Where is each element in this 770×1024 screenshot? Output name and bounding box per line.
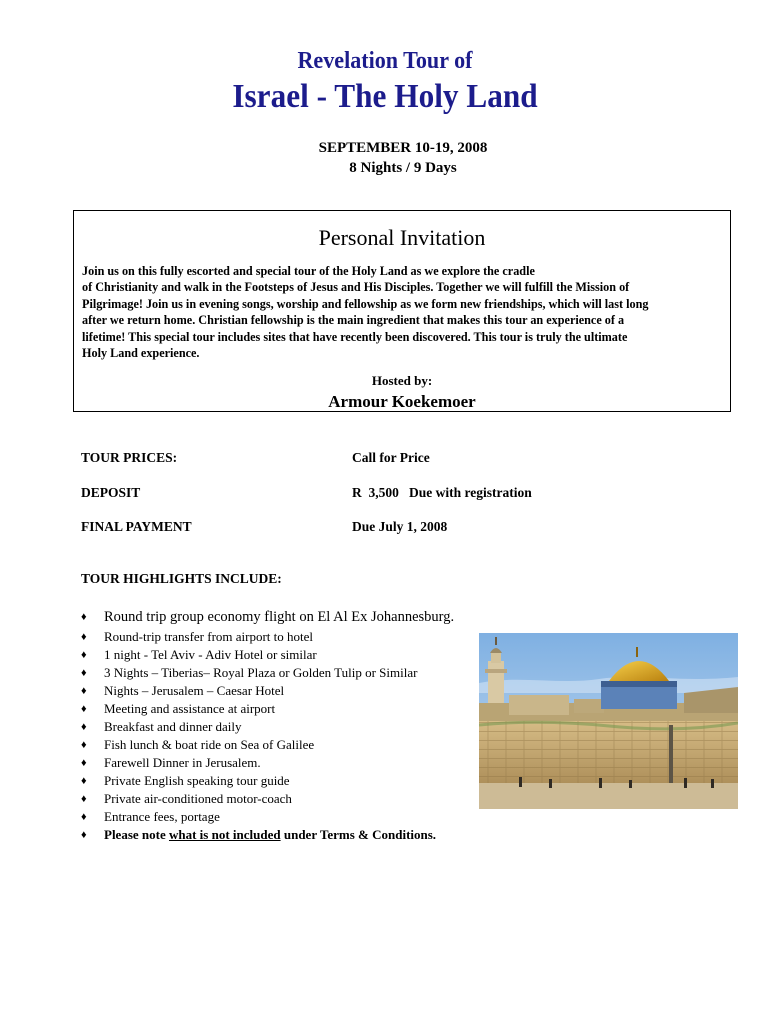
list-item: ♦ Meeting and assistance at airport	[81, 701, 276, 716]
invitation-body	[82, 263, 722, 361]
list-item: ♦ Round-trip transfer from airport to hotel	[81, 629, 314, 644]
tour-prices-value: Call for Price	[352, 450, 430, 465]
list-item: ♦ 1 night - Tel Aviv - Adiv Hotel or similar	[81, 647, 317, 662]
list-item: ♦ Nights – Jerusalem – Caesar Hotel	[81, 683, 285, 698]
diamond-bullet-icon: ♦	[81, 811, 87, 823]
deposit-label: DEPOSIT	[81, 485, 141, 500]
diamond-bullet-icon: ♦	[81, 721, 87, 733]
list-item: ♦ Fish lunch & boat ride on Sea of Galilee	[81, 737, 315, 752]
diamond-bullet-icon: ♦	[81, 793, 87, 805]
tour-duration: 8 Nights / 9 Days	[349, 160, 457, 176]
diamond-bullet-icon: ♦	[81, 829, 87, 841]
tour-dates: SEPTEMBER 10-19, 2008	[318, 140, 488, 156]
list-item: ♦ Private air-conditioned motor-coach	[81, 791, 292, 806]
not-included-text: what is not included	[168, 827, 281, 842]
diamond-bullet-icon: ♦	[81, 667, 87, 679]
diamond-bullet-icon: ♦	[81, 703, 87, 715]
tour-prices-label: TOUR PRICES:	[81, 450, 178, 465]
highlights-list	[81, 606, 454, 844]
invitation-box	[73, 210, 731, 412]
final-payment-label: FINAL PAYMENT	[81, 519, 192, 534]
diamond-bullet-icon: ♦	[81, 649, 87, 661]
invitation-line: after we return home. Christian fellowship is the main ingredient that makes this tour an experience of a	[82, 313, 625, 328]
terms-note: ♦ Please note what is not included under Terms & Conditions.	[81, 827, 437, 842]
invitation-line: lifetime! This special tour includes sites that have recently been discovered. This tour is truly the ultimate	[82, 329, 628, 344]
invitation-line: of Christianity and walk in the Footsteps of Jesus and His Disciples. Together we will fulfill the Mission of	[82, 280, 630, 295]
invitation-heading: Personal Invitation	[318, 225, 486, 250]
diamond-bullet-icon: ♦	[81, 685, 87, 697]
invitation-line: Join us on this fully escorted and special tour of the Holy Land as we explore the cradle	[82, 264, 535, 278]
diamond-bullet-icon: ♦	[81, 757, 87, 769]
highlights-heading: TOUR HIGHLIGHTS INCLUDE:	[81, 571, 282, 586]
hosted-by-label: Hosted by:	[371, 373, 433, 388]
list-item: ♦ Breakfast and dinner daily	[81, 719, 242, 734]
diamond-bullet-icon: ♦	[81, 611, 87, 623]
deposit-value: R 3,500 Due with registration	[352, 485, 532, 500]
list-item: ♦ Farewell Dinner in Jerusalem.	[81, 755, 261, 770]
tour-title: Israel - The Holy Land	[232, 78, 538, 115]
host-name: Armour Koekemoer	[328, 392, 476, 411]
list-item: ♦ Private English speaking tour guide	[81, 773, 290, 788]
diamond-bullet-icon: ♦	[81, 775, 87, 787]
tour-subtitle: Revelation Tour of	[297, 48, 473, 74]
list-item: ♦ Entrance fees, portage	[81, 809, 220, 824]
invitation-line: Holy Land experience.	[82, 346, 200, 361]
final-payment-value: Due July 1, 2008	[352, 519, 448, 534]
invitation-line: Pilgrimage! Join us in evening songs, worship and fellowship as we form new friendships, which will last long	[82, 296, 649, 311]
jerusalem-photo	[479, 633, 738, 809]
list-item: ♦ 3 Nights – Tiberias– Royal Plaza or Golden Tulip or Similar	[81, 665, 418, 680]
list-item: ♦ Round trip group economy flight on El Al Ex Johannesburg.	[81, 606, 454, 628]
diamond-bullet-icon: ♦	[81, 631, 87, 643]
diamond-bullet-icon: ♦	[81, 739, 87, 751]
